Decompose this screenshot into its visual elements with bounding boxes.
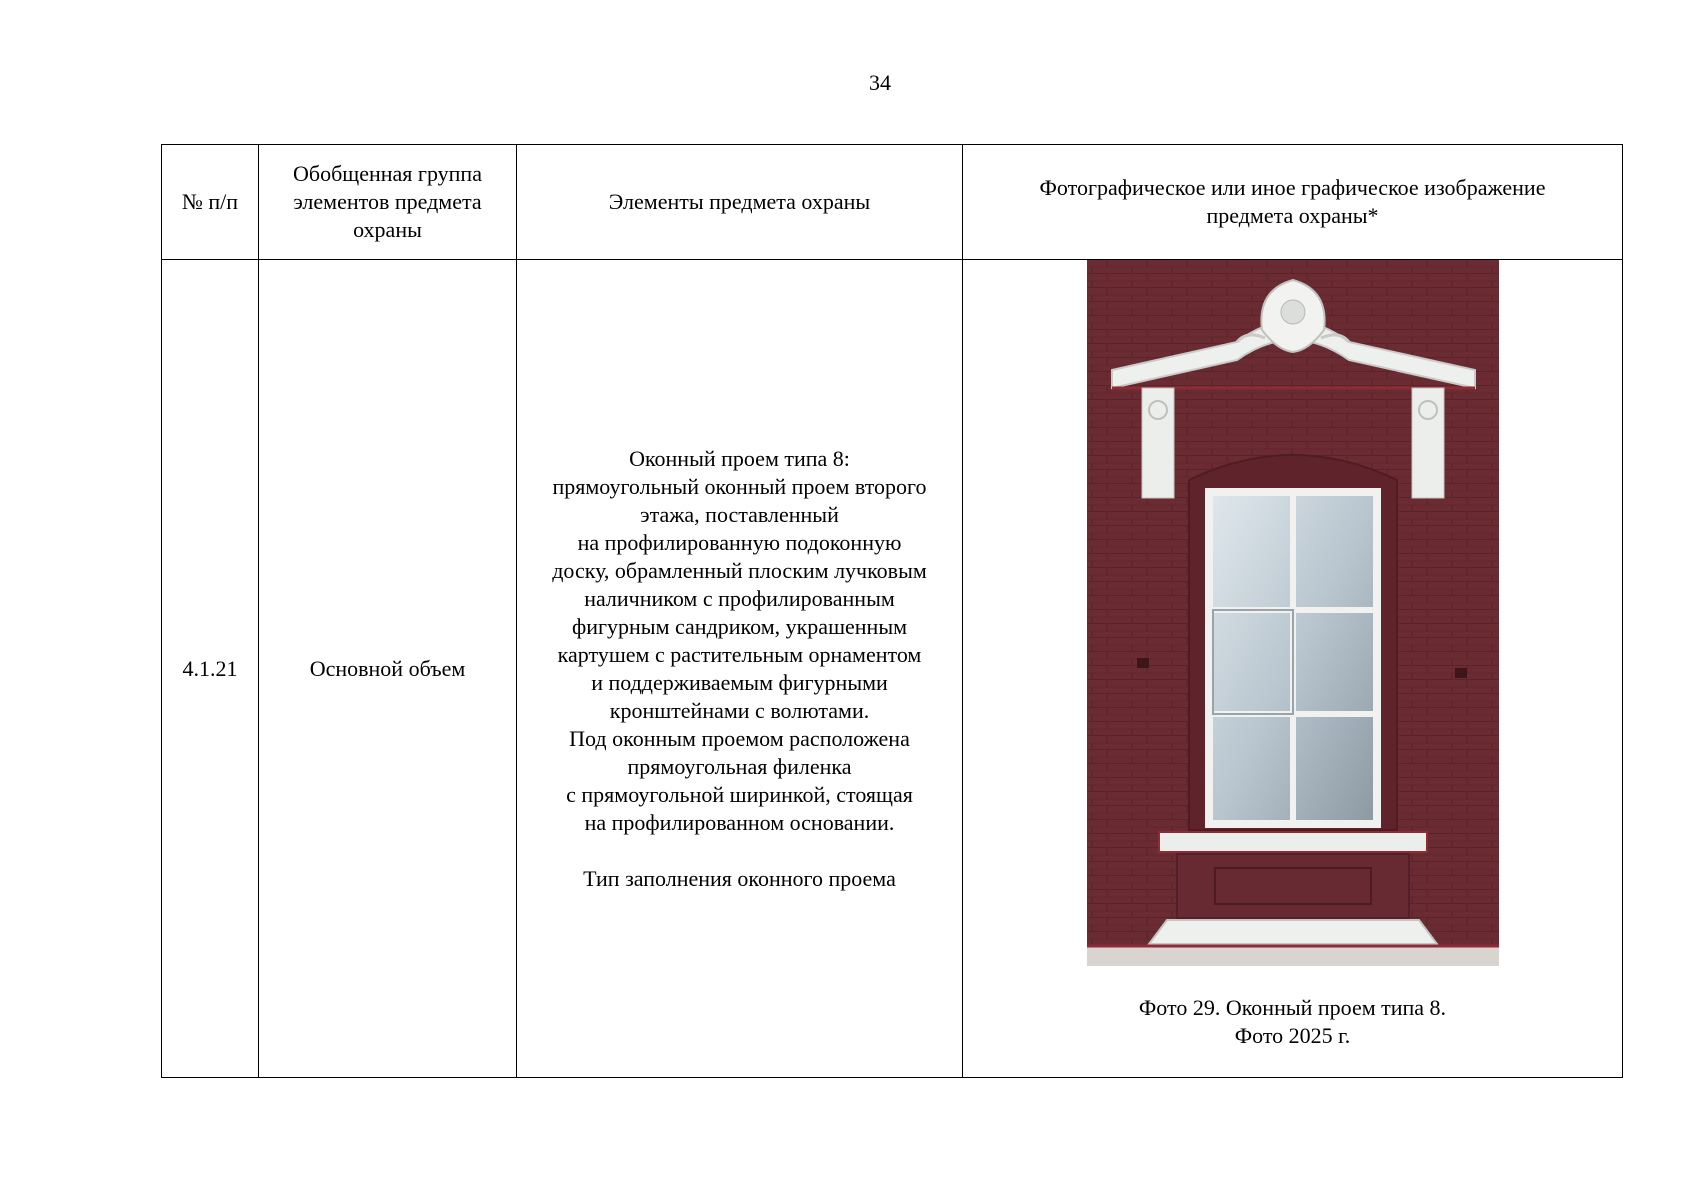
row-photo-cell [963, 260, 1623, 1078]
elements-line: доску, обрамленный плоским лучковым [552, 557, 927, 583]
protection-table [161, 144, 1623, 1078]
elements-line: картушем с растительным орнаментом [557, 641, 922, 667]
elements-line: с прямоугольной ширинкой, стоящая [566, 781, 913, 807]
elements-line: на профилированном основании. [584, 809, 895, 835]
row-number: 4.1.21 [162, 260, 259, 1078]
elements-line: кронштейнами с волютами. [609, 697, 870, 723]
elements-line: Оконный проем типа 8: [629, 445, 850, 471]
header-group: Обобщенная группа элементов предмета охраны [259, 145, 517, 260]
header-elements: Элементы предмета охраны [517, 145, 963, 260]
window-photo [1087, 260, 1499, 966]
elements-line: прямоугольная филенка [627, 753, 852, 779]
table-header-row [162, 145, 1623, 260]
elements-line: прямоугольный оконный проем второго [552, 473, 927, 499]
photo-caption [969, 994, 1616, 1050]
elements-description [523, 445, 956, 893]
elements-line: Тип заполнения оконного проема [583, 865, 896, 891]
elements-line [523, 837, 956, 865]
header-image: Фотографическое или иное графическое изображение предмета охраны* [963, 145, 1623, 260]
table-row [162, 260, 1623, 1078]
page-number: 34 [869, 70, 891, 95]
elements-line: фигурным сандриком, украшенным [571, 613, 908, 639]
row-elements [517, 260, 963, 1078]
elements-line: наличником с профилированным [584, 585, 895, 611]
elements-line: этажа, поставленный [640, 501, 839, 527]
header-num: № п/п [162, 145, 259, 260]
photo-caption-line2: Фото 2025 г. [1234, 1023, 1351, 1048]
photo-caption-line1: Фото 29. Оконный проем типа 8. [1138, 995, 1447, 1020]
elements-line: и поддерживаемым фигурными [591, 669, 888, 695]
elements-line: Под оконным проемом расположена [569, 725, 910, 751]
row-group: Основной объем [259, 260, 517, 1078]
elements-line: на профилированную подоконную [577, 529, 902, 555]
window-photo-image [1087, 260, 1499, 966]
